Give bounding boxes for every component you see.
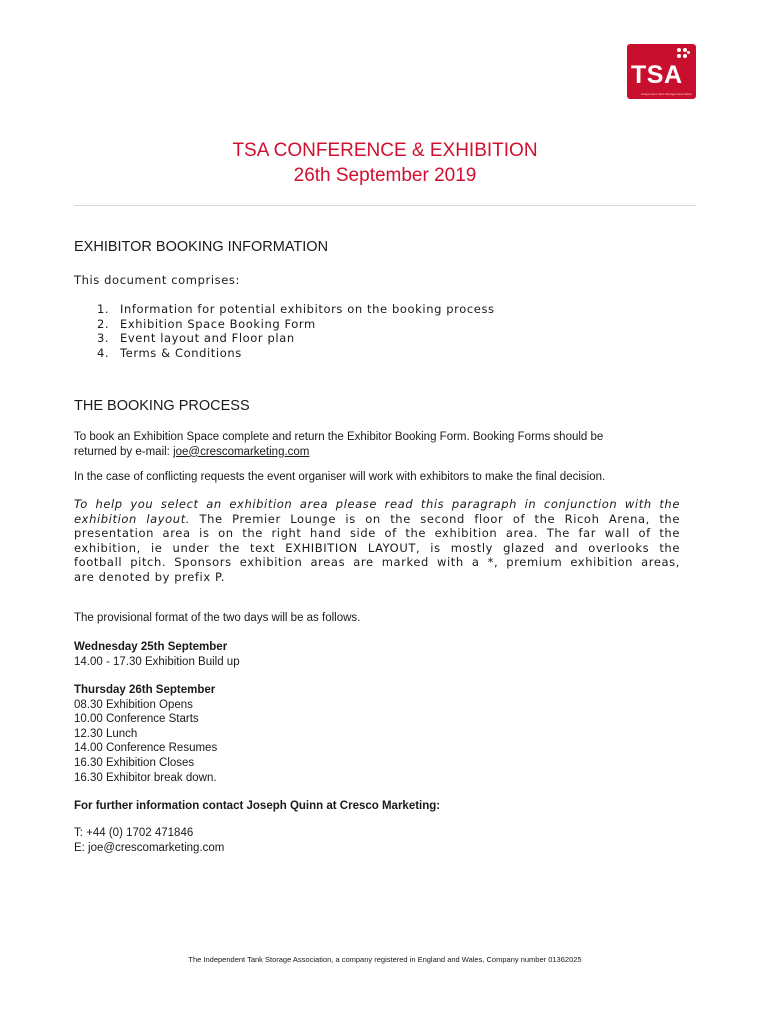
document-date: 26th September 2019	[293, 165, 477, 186]
tsa-logo	[627, 44, 696, 99]
schedule-day2	[74, 683, 680, 785]
list-item: 2. Exhibition Space Booking Form	[97, 316, 316, 331]
format-intro: The provisional format of the two days will be as follows.	[74, 612, 361, 624]
schedule-item: 14.00 - 17.30 Exhibition Build up	[74, 655, 240, 668]
document-title: TSA CONFERENCE & EXHIBITION	[232, 140, 538, 161]
contact-details	[74, 826, 680, 855]
email-link[interactable]: joe@crescomarketing.com	[173, 445, 310, 458]
logo-tagline: Independent Tank Storage Association	[640, 92, 692, 96]
list-item: 4. Terms & Conditions	[97, 345, 242, 360]
schedule-item: 16.30 Exhibitor break down.	[74, 771, 217, 784]
day1-title: Wednesday 25th September	[74, 641, 228, 653]
contact-heading: For further information contact Joseph Quinn at Cresco Marketing:	[74, 800, 441, 812]
list-item: 1. Information for potential exhibitors on the booking process	[97, 302, 495, 316]
logo-dots-icon	[677, 48, 691, 62]
layout-paragraph: To help you select an exhibition area please read this paragraph in conjunction with the exhibition layout. The Premier Lounge is on the second floor of the Ricoh Arena, the presentation area is on the right hand side of the exhibition area. The far wall of the exhibition, ie under the text EXHIBITION LAYOUT, is mostly glazed and overlooks the football pitch. Sponsors exhibition areas are marked with a *, premium exhibition areas, are denoted by prefix P.	[74, 497, 680, 584]
header-divider	[74, 205, 696, 206]
booking-paragraph: To book an Exhibition Space complete and return the Exhibitor Booking Form. Booking Forms should be returned by e-mail: joe@crescomarketing.com	[74, 431, 604, 458]
page-footer: The Independent Tank Storage Association, a company registered in England and Wales, Company number 01362025	[188, 955, 582, 964]
schedule-item: 12.30 Lunch	[74, 727, 138, 740]
section-heading-booking-process: THE BOOKING PROCESS	[74, 398, 250, 414]
schedule-day1	[74, 640, 680, 669]
logo-text: TSA	[631, 61, 683, 89]
contact-email: E: joe@crescomarketing.com	[74, 841, 225, 854]
contents-list	[97, 302, 495, 360]
conflict-paragraph: In the case of conflicting requests the event organiser will work with exhibitors to make the final decision.	[74, 471, 606, 483]
intro-text: This document comprises:	[74, 273, 240, 287]
contact-phone: T: +44 (0) 1702 471846	[74, 827, 194, 839]
schedule-item: 14.00 Conference Resumes	[74, 742, 218, 755]
day2-title: Thursday 26th September	[74, 684, 216, 696]
section-heading-exhibitor-info: EXHIBITOR BOOKING INFORMATION	[74, 239, 329, 255]
schedule-item: 10.00 Conference Starts	[74, 713, 199, 726]
schedule-item: 16.30 Exhibition Closes	[74, 756, 195, 769]
list-item: 3. Event layout and Floor plan	[97, 331, 295, 346]
schedule-item: 08.30 Exhibition Opens	[74, 698, 193, 711]
